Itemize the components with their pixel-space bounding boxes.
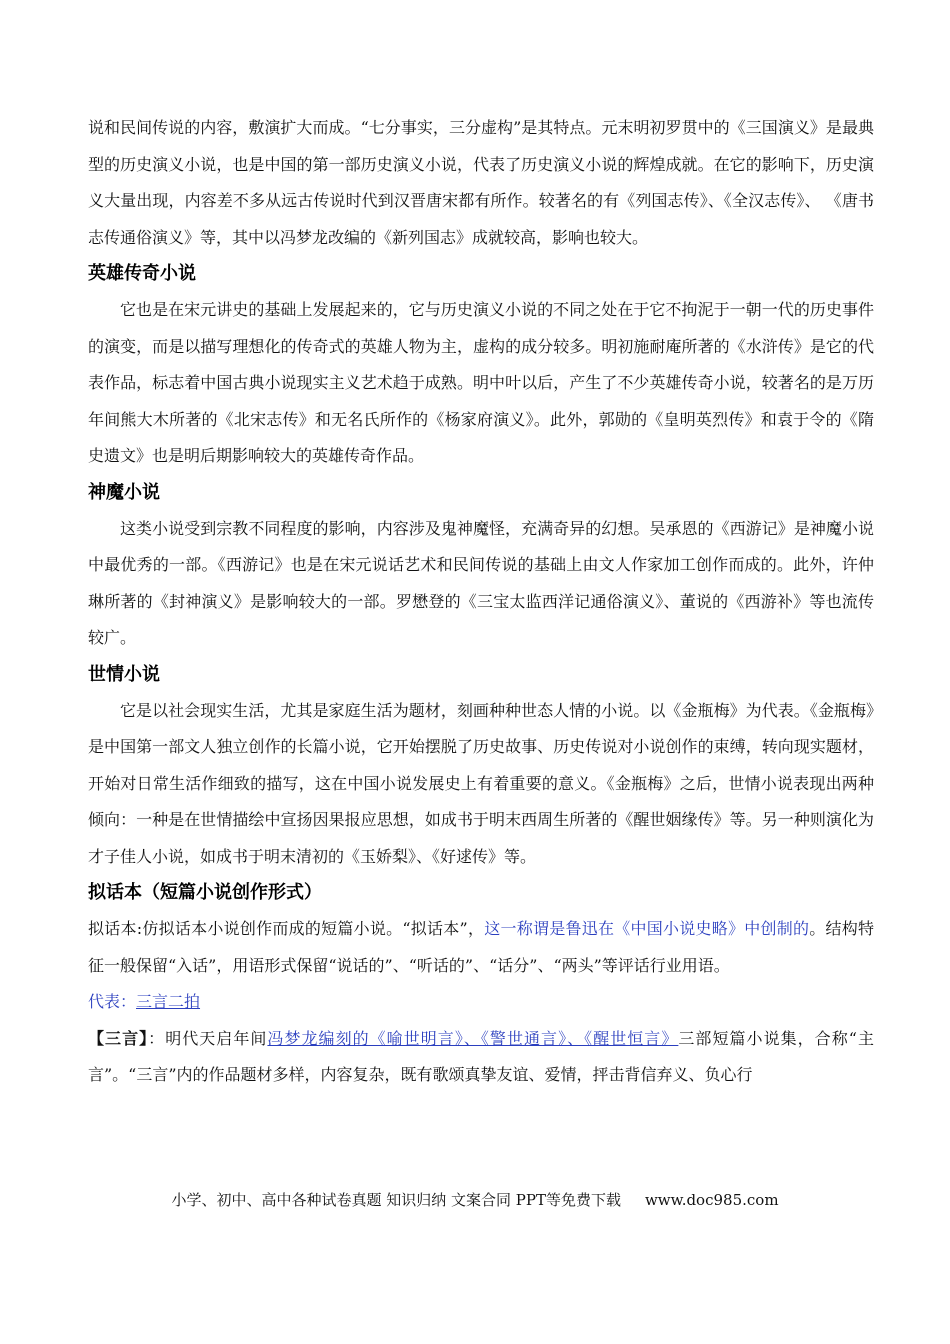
representative-link[interactable]: 三言二拍: [136, 992, 201, 1011]
intro-paragraph: 说和民间传说的内容，敷演扩大而成。“七分事实，三分虚构”是其特点。元末明初罗贯中的《三国演义》是最典型的历史演义小说，也是中国的第一部历史演义小说，代表了历史演义小说的辉煌成就。在它的影响下，历史演义大量出现，内容差不多从远古传说时代到汉晋唐宋都有所作。较著名的有《列国志传》、《全汉志传》、 《唐书志传通俗演义》等，其中以冯梦龙改编的《新列国志》成就较高，影响也较大。: [88, 118, 874, 247]
section-title-social: 世情小说: [88, 663, 160, 685]
sanyan-text-2: 三部短篇小说集，合称“主言”。“三言”内的作品题材多样，内容复杂，既有歌颂真挚友谊、爱情，抨击背信弃义、负心行: [88, 1028, 874, 1084]
page-footer: [0, 1189, 950, 1210]
definition-link[interactable]: 这一称谓是鲁迅在《中国小说史略》中创制的: [484, 919, 810, 938]
sanyan-link[interactable]: 冯梦龙编刻的《喻世明言》、《警世通言》、《醒世恒言》: [267, 1028, 679, 1048]
sanyan-paragraph: [88, 1021, 874, 1094]
document-page: [88, 110, 874, 1094]
section-body-gods-demons: 这类小说受到宗教不同程度的影响，内容涉及鬼神魔怪，充满奇异的幻想。吴承恩的《西游记》是神魔小说中最优秀的一部。《西游记》也是在宋元说话艺术和民间传说的基础上由文人作家加工创作而成的。此外，许仲琳所著的《封神演义》是影响较大的一部。罗懋登的《三宝太监西洋记通俗演义》、董说的《西游补》等也流传较广。: [88, 518, 874, 647]
section-title-heroic: 英雄传奇小说: [88, 263, 196, 284]
footer-text: 小学、初中、高中各种试卷真题 知识归纳 文案合同 PPT等免费下载: [171, 1191, 621, 1209]
representative-line: [88, 984, 874, 1021]
footer-site[interactable]: www.doc985.com: [644, 1191, 779, 1209]
definition-text-2: 。结构特征一般保留“入话”，用语形式保留“说话的”、“听话的”、“话分”、“两头”等评话行业用语。: [88, 919, 874, 975]
definition-text-1: 拟话本:仿拟话本小说创作而成的短篇小说。“拟话本”，: [88, 919, 485, 938]
section-title-nihuaben: 拟话本（短篇小说创作形式）: [88, 882, 322, 903]
sanyan-text-1: ：明代天启年间: [148, 1028, 268, 1048]
representative-label: 代表：: [88, 992, 137, 1011]
section-title-gods-demons: 神魔小说: [88, 481, 160, 503]
nihuaben-definition: [88, 911, 874, 984]
section-body-social: 它是以社会现实生活，尤其是家庭生活为题材，刻画种种世态人情的小说。以《金瓶梅》为代表。《金瓶梅》是中国第一部文人独立创作的长篇小说，它开始摆脱了历史故事、历史传说对小说创作的束缚，转向现实题材，开始对日常生活作细致的描写，这在中国小说发展史上有着重要的意义。《金瓶梅》之后，世情小说表现出两种倾向：一种是在世情描绘中宣扬因果报应思想，如成书于明末西周生所著的《醒世姻缘传》等。另一种则演化为才子佳人小说，如成书于明末清初的《玉娇梨》、《好逑传》等。: [88, 700, 874, 866]
section-body-heroic: 它也是在宋元讲史的基础上发展起来的，它与历史演义小说的不同之处在于它不拘泥于一朝一代的历史事件的演变，而是以描写理想化的传奇式的英雄人物为主，虚构的成分较多。明初施耐庵所著的《水浒传》是它的代表作品，标志着中国古典小说现实主义艺术趋于成熟。明中叶以后，产生了不少英雄传奇小说，较著名的是万历年间熊大木所著的《北宋志传》和无名氏所作的《杨家府演义》。此外，郭勋的《皇明英烈传》和袁于令的《隋史遗文》也是明后期影响较大的英雄传奇作品。: [88, 300, 874, 465]
sanyan-label: 【三言】: [88, 1028, 149, 1048]
